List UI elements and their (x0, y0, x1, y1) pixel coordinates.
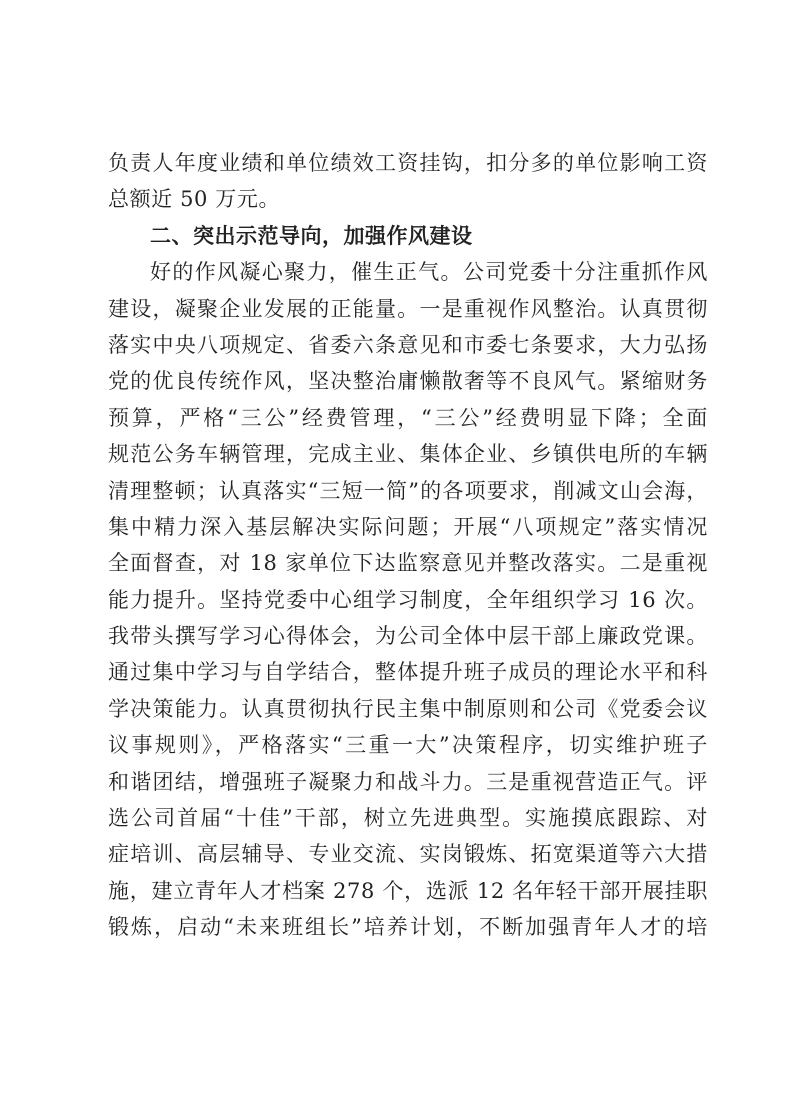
body-text-line: 负责人年度业绩和单位绩效工资挂钩，扣分多的单位影响工资 (108, 151, 708, 175)
body-text-line: 规范公务车辆管理，完成主业、集体企业、乡镇供电所的车辆 (108, 442, 708, 467)
document-body (108, 145, 708, 946)
body-text-line: 清理整顿；认真落实“三短一简”的各项要求，削减文山会海， (108, 478, 708, 503)
body-text-line: 党的优良传统作风，坚决整治庸懒散奢等不良风气。紧缩财务 (108, 369, 708, 394)
body-text-line: 和谐团结，增强班子凝聚力和战斗力。三是重视营造正气。评 (108, 769, 708, 794)
body-text-line: 议事规则》，严格落实“三重一大”决策程序，切实维护班子 (108, 733, 708, 758)
body-text-line: 落实中央八项规定、省委六条意见和市委七条要求，大力弘扬 (108, 332, 708, 357)
body-text-line: 能力提升。坚持党委中心组学习制度，全年组织学习 16 次。 (108, 587, 708, 612)
body-text-line: 集中精力深入基层解决实际问题；开展“八项规定”落实情况 (108, 514, 708, 539)
body-text-line: 我带头撰写学习心得体会，为公司全体中层干部上廉政党课。 (108, 624, 708, 649)
body-text-line: 预算，严格“三公”经费管理，“三公”经费明显下降；全面 (108, 405, 708, 430)
body-text-line: 总额近 50 万元。 (108, 187, 281, 212)
body-text-line: 好的作风凝心聚力，催生正气。公司党委十分注重抓作风 (150, 260, 708, 285)
body-text-line: 施，建立青年人才档案 278 个，选派 12 名年轻干部开展挂职 (108, 878, 708, 903)
body-text-line: 全面督查，对 18 家单位下达监察意见并整改落实。二是重视 (108, 551, 708, 576)
body-text-line: 症培训、高层辅导、专业交流、实岗锻炼、拓宽渠道等六大措 (108, 842, 708, 867)
body-text-line: 选公司首届“十佳”干部，树立先进典型。实施摸底跟踪、对 (108, 806, 708, 831)
body-text-line: 建设，凝聚企业发展的正能量。一是重视作风整治。认真贯彻 (108, 296, 708, 321)
section-heading: 二、突出示范导向，加强作风建设 (150, 223, 473, 248)
body-text-line: 锻炼，启动“未来班组长”培养计划，不断加强青年人才的培 (108, 915, 708, 940)
body-text-line: 通过集中学习与自学结合，整体提升班子成员的理论水平和科 (108, 660, 708, 685)
body-text-line: 学决策能力。认真贯彻执行民主集中制原则和公司《党委会议 (108, 696, 708, 721)
